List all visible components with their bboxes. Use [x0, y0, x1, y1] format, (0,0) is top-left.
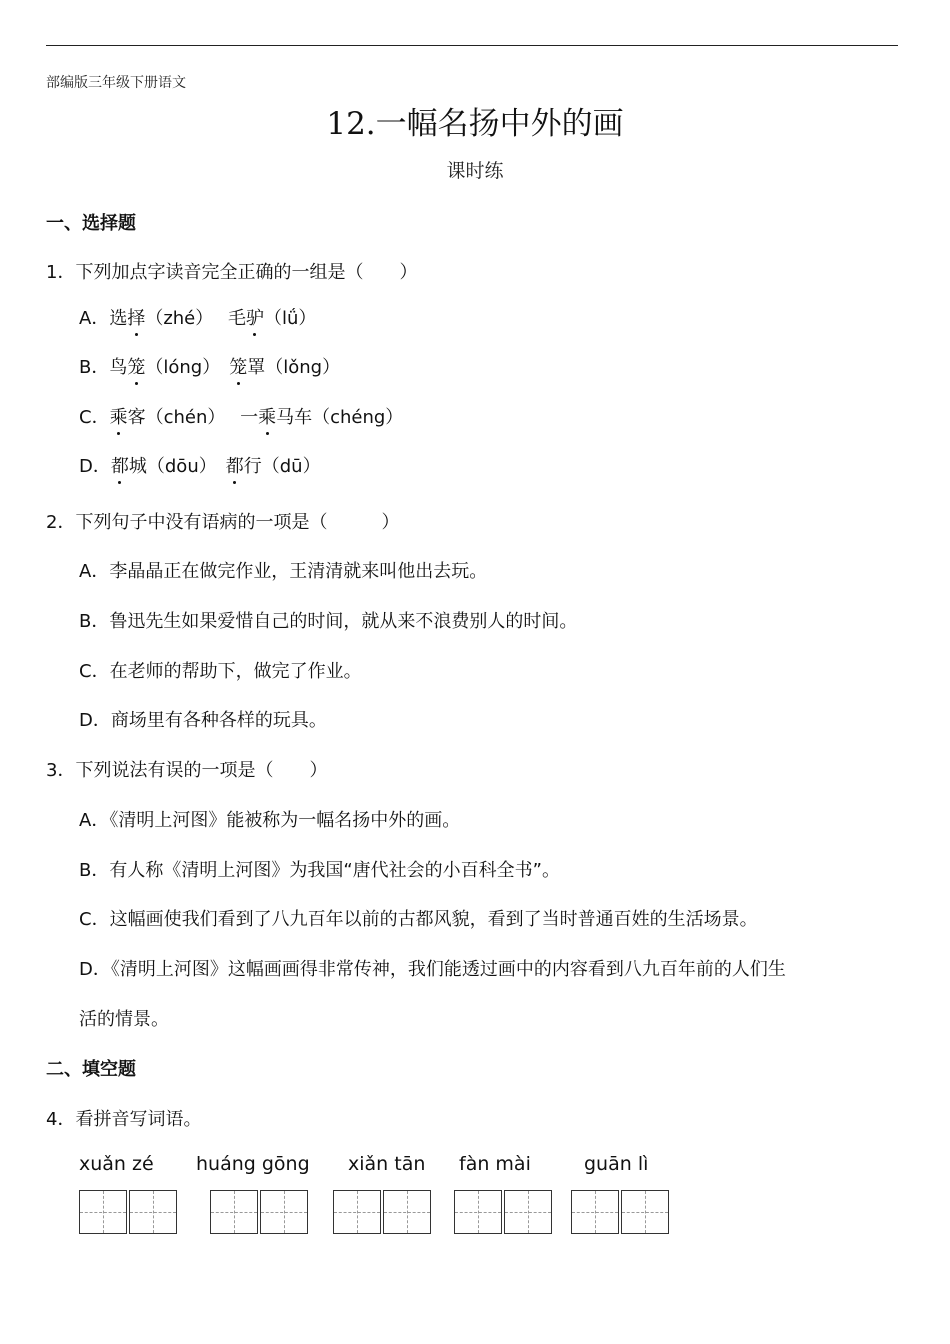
page-title: 12.一幅名扬中外的画 — [326, 106, 624, 142]
writing-box-pair-1[interactable] — [79, 1190, 177, 1234]
question-1-option-d: D．都城（dōu） 都行（dū） — [79, 452, 321, 478]
writing-box[interactable] — [504, 1190, 552, 1234]
question-3-stem: 3．下列说法有误的一项是（ ） — [46, 760, 328, 781]
writing-box[interactable] — [454, 1190, 502, 1234]
emphasis-char: 笼 — [229, 353, 247, 379]
top-rule — [46, 45, 898, 46]
section-heading-fill: 二、填空题 — [46, 1059, 136, 1080]
question-3-option-d-line2: 活的情景。 — [79, 1009, 169, 1030]
emphasis-char: 都 — [111, 452, 129, 478]
question-2-stem: 2．下列句子中没有语病的一项是（ ） — [46, 512, 400, 533]
writing-box[interactable] — [571, 1190, 619, 1234]
emphasis-char: 都 — [226, 452, 244, 478]
writing-box-pair-5[interactable] — [571, 1190, 669, 1234]
emphasis-char: 笼 — [127, 353, 145, 379]
writing-box[interactable] — [621, 1190, 669, 1234]
question-3-option-b: B．有人称《清明上河图》为我国“唐代社会的小百科全书”。 — [79, 860, 560, 881]
emphasis-char: 乘 — [110, 403, 128, 429]
writing-box-pair-4[interactable] — [454, 1190, 552, 1234]
question-3-option-c: C．这幅画使我们看到了八九百年以前的古都风貌，看到了当时普通百姓的生活场景。 — [79, 909, 758, 930]
question-1-option-a: A．选择（zhé） 毛驴（lǘ） — [79, 304, 316, 330]
writing-box-pair-3[interactable] — [333, 1190, 431, 1234]
writing-box[interactable] — [260, 1190, 308, 1234]
series-label: 部编版三年级下册语文 — [46, 75, 186, 91]
emphasis-char: 择 — [127, 304, 145, 330]
writing-box-pair-2[interactable] — [210, 1190, 308, 1234]
pinyin-word-2: huáng gōng — [196, 1153, 310, 1175]
emphasis-char: 乘 — [258, 403, 276, 429]
question-2-option-b: B．鲁迅先生如果爱惜自己的时间，就从来不浪费别人的时间。 — [79, 611, 578, 632]
emphasis-char: 驴 — [246, 304, 264, 330]
writing-box[interactable] — [333, 1190, 381, 1234]
question-3-option-a: A．《清明上河图》能被称为一幅名扬中外的画。 — [79, 810, 461, 831]
pinyin-word-5: guān lì — [584, 1153, 649, 1175]
writing-box[interactable] — [383, 1190, 431, 1234]
section-heading-choice: 一、选择题 — [46, 213, 136, 234]
question-2-option-a: A．李晶晶正在做完作业，王清清就来叫他出去玩。 — [79, 561, 488, 582]
pinyin-word-3: xiǎn tān — [348, 1153, 426, 1175]
question-2-option-d: D．商场里有各种各样的玩具。 — [79, 710, 327, 731]
pinyin-word-1: xuǎn zé — [79, 1153, 154, 1175]
question-1-stem: 1．下列加点字读音完全正确的一组是（ ） — [46, 262, 418, 283]
pinyin-word-4: fàn mài — [459, 1153, 531, 1175]
question-3-option-d-line1: D．《清明上河图》这幅画画得非常传神，我们能透过画中的内容看到八九百年前的人们生 — [79, 959, 786, 980]
page-subtitle: 课时练 — [446, 160, 504, 182]
question-1-option-c: C．乘客（chén） 一乘马车（chéng） — [79, 403, 403, 429]
question-1-option-b: B．鸟笼（lóng） 笼罩（lǒng） — [79, 353, 340, 379]
question-2-option-c: C．在老师的帮助下，做完了作业。 — [79, 661, 362, 682]
question-4-stem: 4．看拼音写词语。 — [46, 1109, 202, 1130]
writing-box[interactable] — [210, 1190, 258, 1234]
writing-box[interactable] — [79, 1190, 127, 1234]
writing-box[interactable] — [129, 1190, 177, 1234]
